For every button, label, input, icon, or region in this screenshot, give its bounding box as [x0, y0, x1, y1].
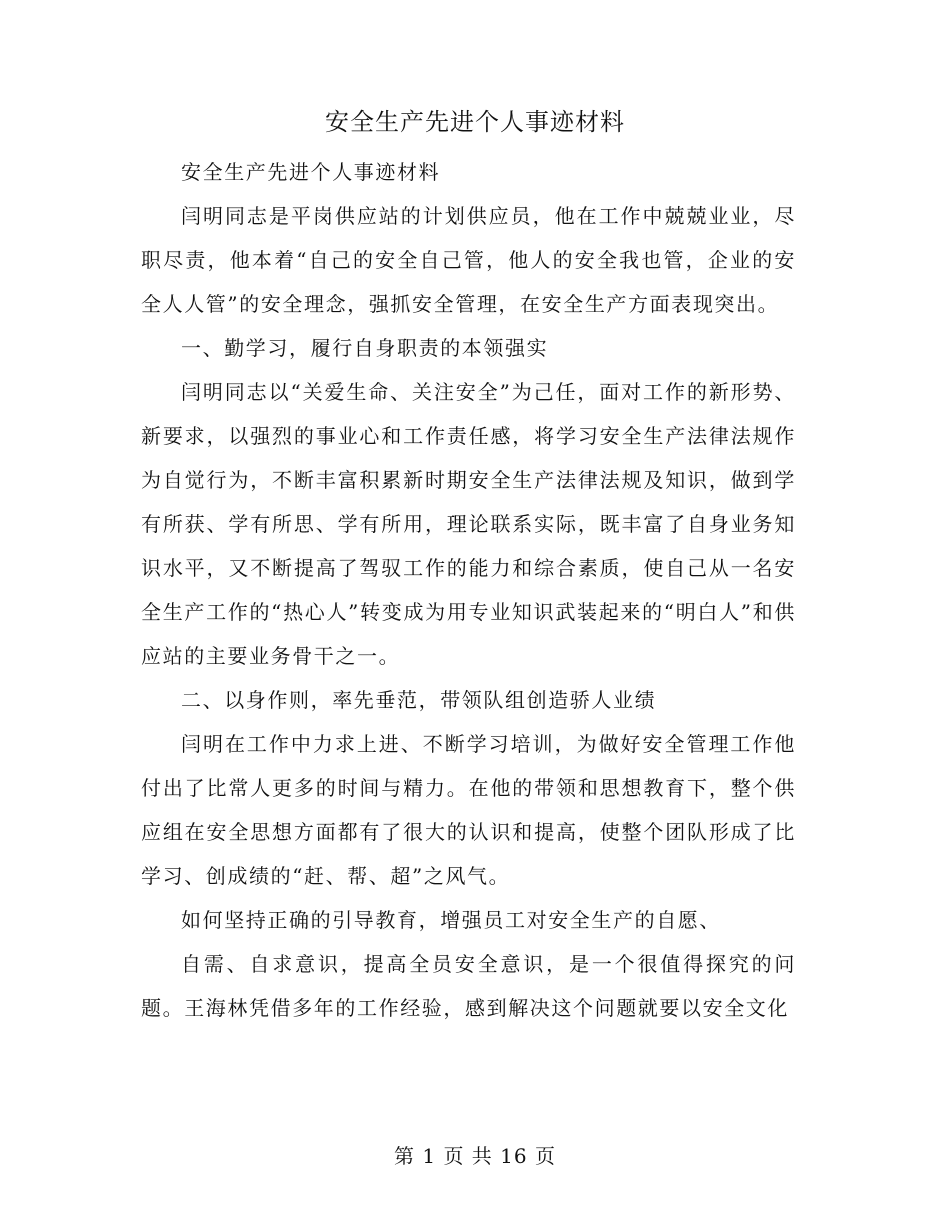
page-number-label: 第 1 页 共 16 页 [394, 1144, 556, 1168]
paragraph-guidance: 如何坚持正确的引导教育，增强员工对安全生产的自愿、 [181, 908, 721, 932]
document-body [141, 150, 796, 1030]
paragraph-intro: 闫明同志是平岗供应站的计划供应员，他在工作中兢兢业业，尽职尽责，他本着“自己的安全自己管，他人的安全我也管，企业的安全人人管”的安全理念，强抓安全管理，在安全生产方面表现突出。 [141, 204, 796, 316]
page-footer [0, 1138, 950, 1174]
document-title: 安全生产先进个人事迹材料 [325, 108, 625, 136]
paragraph-awareness: 自需、自求意识，提高全员安全意识，是一个很值得探究的问题。王海林凭借多年的工作经验，感到解决这个问题就要以安全文化 [141, 952, 796, 1020]
section-heading-2: 二、以身作则，率先垂范，带领队组创造骄人业绩 [181, 688, 657, 712]
paragraph-section-2: 闫明在工作中力求上进、不断学习培训，为做好安全管理工作他付出了比常人更多的时间与精力。在他的带领和思想教育下，整个供应组在安全思想方面都有了很大的认识和提高，使整个团队形成了比学习、创成绩的“赶、帮、超”之风气。 [141, 732, 796, 888]
section-heading-1: 一、勤学习，履行自身职责的本领强实 [181, 336, 549, 360]
paragraph-section-1: 闫明同志以“关爱生命、关注安全”为己任，面对工作的新形势、新要求，以强烈的事业心和工作责任感，将学习安全生产法律法规作为自觉行为，不断丰富积累新时期安全生产法律法规及知识，做到学有所获、学有所思、学有所用，理论联系实际，既丰富了自身业务知识水平，又不断提高了驾驭工作的能力和综合素质，使自己从一名安全生产工作的“热心人”转变成为用专业知识武装起来的“明白人”和供应站的主要业务骨干之一。 [141, 380, 796, 668]
paragraph-subtitle: 安全生产先进个人事迹材料 [181, 160, 441, 184]
